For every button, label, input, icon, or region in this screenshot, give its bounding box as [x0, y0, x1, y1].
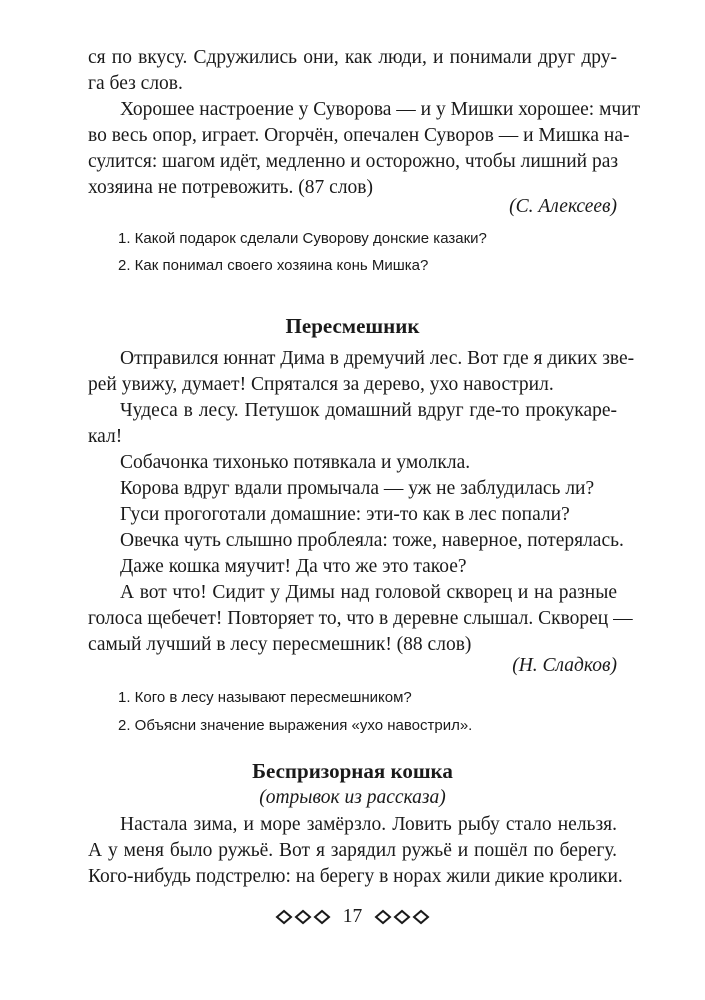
story1-line-1: ся по вкусу. Сдружились они, как люди, и понимали друг дру-	[88, 47, 617, 68]
story2-line-2: рей увижу, думает! Спрятался за дерево, ухо навострил.	[88, 374, 554, 395]
story2-line-3: Чудеса в лесу. Петушок домашний вдруг где-то прокукаре-	[120, 400, 617, 421]
story2-question-2: 2. Объясни значение выражения «ухо навострил».	[118, 717, 473, 734]
story2-line-8: Овечка чуть слышно проблеяла: тоже, наверное, потерялась.	[120, 530, 624, 551]
story1-line-2: га без слов.	[88, 73, 183, 94]
story2-line-9: Даже кошка мяучит! Да что же это такое?	[120, 556, 467, 577]
story2-line-11: голоса щебечет! Повторяет то, что в деревне слышал. Скворец —	[88, 608, 633, 629]
story2-line-12: самый лучший в лесу пересмешник! (88 слов)	[88, 634, 472, 655]
page-number: 17	[342, 906, 363, 927]
story2-line-4: кал!	[88, 426, 123, 447]
story3-line-2: А у меня было ружьё. Вот я зарядил ружьё и пошёл по берегу.	[88, 840, 617, 861]
diamond-ornament-icon	[372, 909, 430, 925]
story1-question-1: 1. Какой подарок сделали Суворову донские казаки?	[118, 230, 487, 247]
story2-line-6: Корова вдруг вдали промычала — уж не заблудилась ли?	[120, 478, 595, 499]
story3-subtitle: (отрывок из рассказа)	[259, 787, 446, 808]
story2-line-1: Отправился юннат Дима в дремучий лес. Вот где я диких зве-	[120, 348, 635, 369]
story1-line-3: Хорошее настроение у Суворова — и у Мишки хорошее: мчит	[120, 99, 641, 120]
story1-author: (С. Алексеев)	[509, 196, 617, 217]
story2-line-5: Собачонка тихонько потявкала и умолкла.	[120, 452, 471, 473]
story3-line-3: Кого-нибудь подстрелю: на берегу в норах жили дикие кролики.	[88, 866, 623, 887]
story1-line-5: сулится: шагом идёт, медленно и осторожно, чтобы лишний раз	[88, 151, 619, 172]
story3-line-1: Настала зима, и море замёрзло. Ловить рыбу стало нельзя.	[120, 814, 617, 835]
story2-title: Пересмешник	[285, 314, 420, 338]
story2-question-1: 1. Кого в лесу называют пересмешником?	[118, 689, 412, 706]
story1-line-6: хозяина не потревожить. (87 слов)	[88, 177, 374, 198]
story1-question-2: 2. Как понимал своего хозяина конь Мишка?	[118, 257, 429, 274]
story2-line-10: А вот что! Сидит у Димы над головой скворец и на разные	[120, 582, 617, 603]
page-footer	[0, 904, 705, 930]
diamond-ornament-icon	[275, 909, 333, 925]
story1-line-4: во весь опор, играет. Огорчён, опечален Суворов — и Мишка на-	[88, 125, 630, 146]
story2-author: (Н. Сладков)	[512, 655, 617, 676]
story3-title: Беспризорная кошка	[252, 759, 453, 783]
story2-line-7: Гуси прогоготали домашние: эти-то как в лес попали?	[120, 504, 570, 525]
